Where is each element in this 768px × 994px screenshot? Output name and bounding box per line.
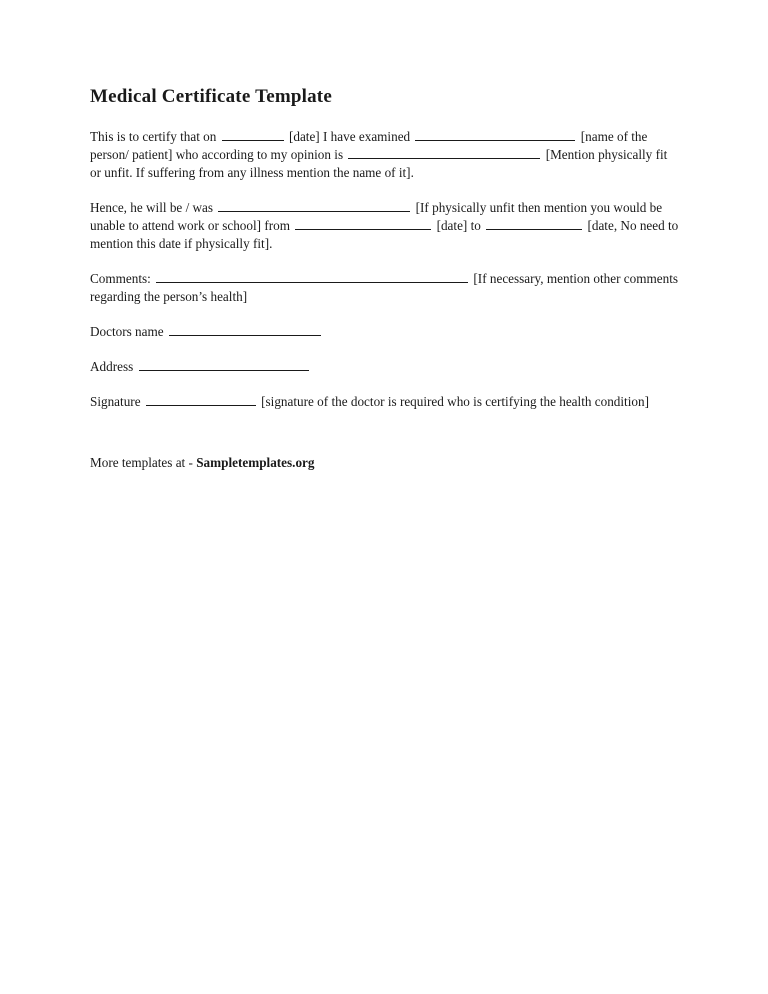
opinion-blank — [348, 146, 540, 159]
certify-text-1: This is to certify that on — [90, 129, 217, 144]
certify-paragraph — [90, 128, 680, 182]
comments-label: Comments: — [90, 271, 151, 286]
certificate-page — [90, 86, 680, 485]
exam-date-blank — [222, 128, 284, 141]
doctor-name-blank — [169, 323, 321, 336]
address-label: Address — [90, 359, 134, 374]
hence-text-1: Hence, he will be / was — [90, 200, 214, 215]
comments-blank — [156, 270, 468, 283]
hence-text-3: [date] to — [436, 218, 481, 233]
hence-text-4: [date, No need to mention this date if physically fit]. — [90, 218, 679, 251]
signature-note: [signature of the doctor is required who is certifying the health condition] — [261, 394, 649, 409]
signature-label: Signature — [90, 394, 141, 409]
signature-blank — [146, 393, 256, 406]
document-title: Medical Certificate Template — [90, 86, 332, 107]
comments-note: [If necessary, mention other comments regarding the person’s health] — [90, 271, 678, 304]
to-date-blank — [486, 217, 582, 230]
certify-text-4: [Mention physically fit or unfit. If suffering from any illness mention the name of it]. — [90, 147, 668, 180]
hence-paragraph — [90, 199, 680, 253]
comments-paragraph — [90, 270, 680, 306]
address-line — [90, 358, 680, 376]
footer-site-link[interactable]: Sampletemplates.org — [196, 455, 315, 470]
from-date-blank — [295, 217, 431, 230]
fitness-blank — [218, 199, 410, 212]
patient-name-blank — [415, 128, 575, 141]
footer-prefix: More templates at - — [90, 455, 193, 470]
doctor-name-line — [90, 323, 680, 341]
hence-text-2: [If physically unfit then mention you would be unable to attend work or school] from — [90, 200, 663, 233]
doctor-name-label: Doctors name — [90, 324, 164, 339]
footer-line — [90, 454, 680, 472]
signature-line — [90, 393, 680, 411]
address-blank — [139, 358, 309, 371]
certify-text-2: [date] I have examined — [288, 129, 411, 144]
certify-text-3: [name of the person/ patient] who according to my opinion is — [90, 129, 648, 162]
